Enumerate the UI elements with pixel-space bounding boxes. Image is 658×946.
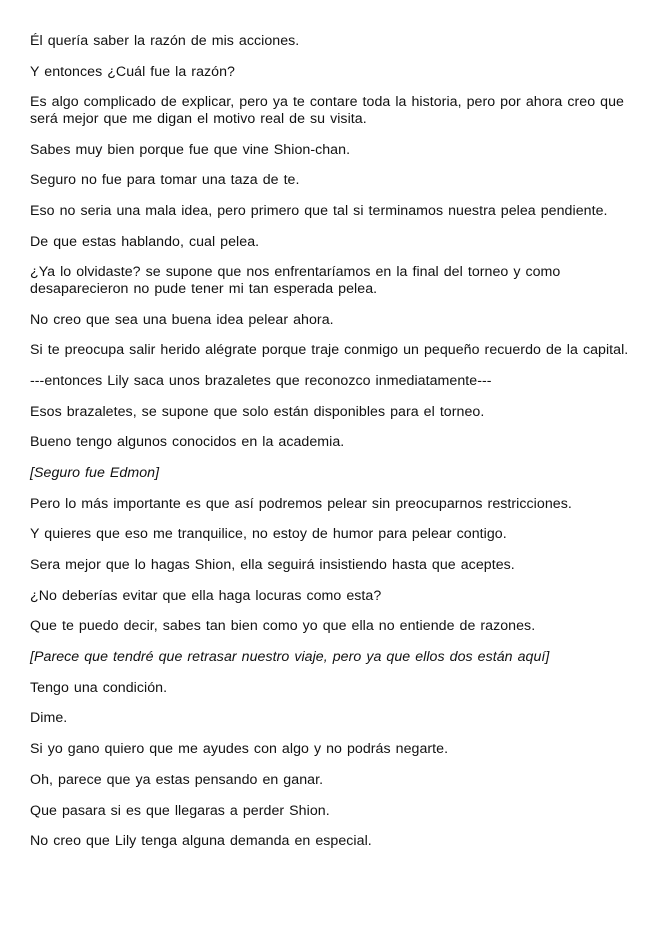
paragraph: Bueno tengo algunos conocidos en la academia. [30, 434, 345, 451]
paragraph: Él quería saber la razón de mis acciones. [30, 33, 300, 49]
document-body [30, 33, 630, 864]
paragraph: Y quieres que eso me tranquilice, no estoy de humor para pelear contigo. [30, 526, 507, 543]
thought-paragraph: [Seguro fue Edmon] [30, 464, 160, 481]
paragraph: Es algo complicado de explicar, pero ya te contare toda la historia, pero por ahora creo que será mejor que me digan el motivo real de su visita. [30, 94, 624, 127]
paragraph: Que te puedo decir, sabes tan bien como yo que ella no entiende de razones. [30, 618, 536, 635]
paragraph: Seguro no fue para tomar una taza de te. [30, 172, 300, 189]
thought-paragraph: [Parece que tendré que retrasar nuestro viaje, pero ya que ellos dos están aquí] [30, 649, 550, 666]
paragraph: Dime. [30, 710, 68, 727]
paragraph: Pero lo más importante es que así podremos pelear sin preocuparnos restricciones. [30, 495, 572, 512]
paragraph: ---entonces Lily saca unos brazaletes que reconozco inmediatamente--- [30, 372, 492, 389]
paragraph: No creo que sea una buena idea pelear ahora. [30, 311, 334, 328]
paragraph: Sera mejor que lo hagas Shion, ella seguirá insistiendo hasta que aceptes. [30, 557, 515, 573]
paragraph: Tengo una condición. [30, 679, 168, 696]
paragraph: De que estas hablando, cual pelea. [30, 233, 260, 250]
paragraph: Sabes muy bien porque fue que vine Shion-chan. [30, 141, 351, 158]
paragraph: Y entonces ¿Cuál fue la razón? [30, 63, 235, 80]
paragraph: ¿No deberías evitar que ella haga locuras como esta? [30, 587, 382, 604]
paragraph: Eso no seria una mala idea, pero primero que tal si terminamos nuestra pelea pendiente. [30, 202, 608, 219]
paragraph: No creo que Lily tenga alguna demanda en especial. [30, 833, 372, 850]
paragraph: Oh, parece que ya estas pensando en ganar. [30, 771, 324, 788]
paragraph: Que pasara si es que llegaras a perder Shion. [30, 802, 330, 819]
paragraph: Si yo gano quiero que me ayudes con algo y no podrás negarte. [30, 741, 449, 758]
paragraph: Esos brazaletes, se supone que solo están disponibles para el torneo. [30, 403, 485, 420]
paragraph: Si te preocupa salir herido alégrate porque traje conmigo un pequeño recuerdo de la capital. [30, 342, 629, 359]
paragraph: ¿Ya lo olvidaste? se supone que nos enfrentaríamos en la final del torneo y como desaparecieron no pude tener mi tan esperada pelea. [30, 264, 561, 297]
